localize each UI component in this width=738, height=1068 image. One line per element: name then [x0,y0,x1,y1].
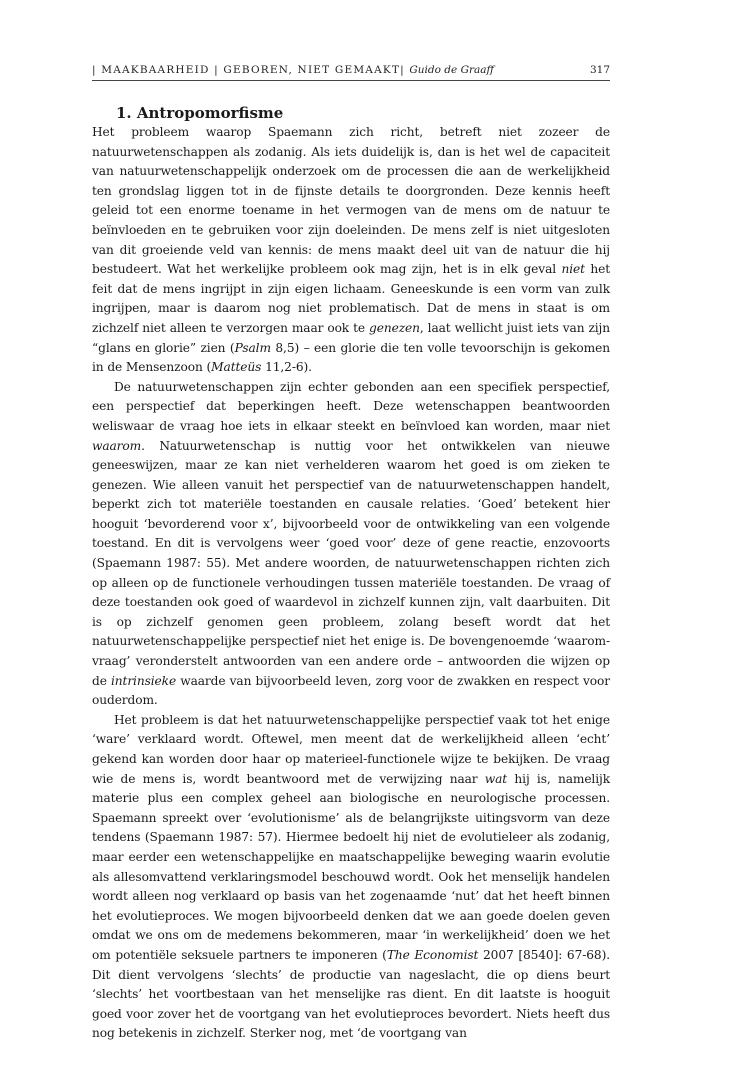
italic-run: The Economist [386,947,479,962]
text-run: 11,2-6). [261,360,312,375]
paragraph-3 [92,711,610,1044]
text-run: , laat wellicht juist iets van zijn “glans en glorie” zien ( [92,320,610,355]
text-run: 2007 [8540]: 67-68). Dit dient vervolgens ‘slechts’ de productie van nageslacht, die op diens beurt ‘slechts’ het voortbestaan van het menselijke ras dient. En dit laatste is hooguit goed voor zover het de voortgang van het evolutieproces bevordert. Niets heeft dus nog betekenis in zichzelf. Sterker nog, met ‘de voortgang van [92,947,610,1041]
italic-run: intrinsieke [110,673,177,688]
section-heading: 1. Antropomorfisme [116,104,284,122]
header-author: Guido de Graaff [409,64,494,76]
italic-run: Psalm [234,340,271,355]
italic-run: Matteüs [211,360,262,375]
page-number: 317 [589,64,610,76]
body-text [92,123,610,1044]
italic-run: niet [561,262,585,277]
italic-run: wat [484,771,508,786]
text-run: De natuurwetenschappen zijn echter gebonden aan een specifiek perspectief, een perspectief dat beperkingen heeft. Deze wetenschappen beantwoorden weliswaar de vraag hoe iets in elkaar steekt en beïnvloed kan worden, maar niet [92,379,610,433]
running-header [92,64,610,81]
italic-run: waarom [92,438,142,453]
header-section-path: | MAAKBAARHEID | GEBOREN, NIET GEMAAKT| [92,64,405,76]
text-run: waarde van bijvoorbeeld leven, zorg voor de zwakken en respect voor ouderdom. [92,673,610,708]
text-run: Het probleem is dat het natuurwetenschappelijke perspectief vaak tot het enige ‘ware’ verklaard wordt. Oftewel, men meent dat de werkelijkheid alleen ‘echt’ gekend kan worden door haar op materieel-functionele wijze te bekijken. De vraag wie de mens is, wordt beantwoord met de verwijzing naar [92,712,610,786]
text-run: het feit dat de mens ingrijpt in zijn eigen lichaam. Geneeskunde is een vorm van zulk ingrijpen, maar is daarom nog niet problematisch. Dat de mens in staat is om zichzelf niet alleen te verzorgen maar ook te [92,262,611,335]
italic-run: genezen [369,320,420,335]
header-title [92,64,494,76]
text-run: 8,5) – een glorie die ten volle tevoorschijn is gekomen in de Mensenzoon ( [92,340,610,375]
paragraph-1 [92,123,610,378]
text-run: . Natuurwetenschap is nuttig voor het ontwikkelen van nieuwe geneeswijzen, maar ze kan niet verhelderen waarom het goed is om zieken te genezen. Wie alleen vanuit het perspectief van de natuurwetenschappen handelt, beperkt zich tot materiële toestanden en causale relaties. ‘Goed’ betekent hier hooguit ‘bevorderend voor x’, bijvoorbeeld voor de ontwikkeling van een volgende toestand. En dit is vervolgens weer ‘goed voor’ deze of gene reactie, enzovoorts (Spaemann 1987: 55). Met andere woorden, de natuurwetenschappen richten zich op alleen op de functionele verhoudingen tussen materiële toestanden. De vraag of deze toestanden ook goed of waardevol in zichzelf kunnen zijn, valt daarbuiten. Dit is op zichzelf genomen geen probleem, zolang beseft wordt dat het natuurwetenschappelijke perspectief niet het enige is. De bovengenoemde ‘waarom-vraag’ veronderstelt antwoorden van een andere orde – antwoorden die wijzen op de [92,438,610,688]
text-run: Het probleem waarop Spaemann zich richt, betreft niet zozeer de natuurwetenschappen als zodanig. Als iets duidelijk is, dan is het wel de capaciteit van natuurwetenschappelijk onderzoek om de processen die aan de werkelijkheid ten grondslag liggen tot in de fijnste details te doorgronden. Deze kennis heeft geleid tot een enorme toename in het vermogen van de mens om de natuur te beïnvloeden en te gebruiken voor zijn doeleinden. De mens zelf is niet uitgesloten van dit groeiende veld van kennis: de mens maakt deel uit van de natuur die hij bestudeert. Wat het werkelijke probleem ook mag zijn, het is in elk geval [92,125,610,277]
text-run: hij is, namelijk materie plus een complex geheel aan biologische en neurologische processen. Spaemann spreekt over ‘evolutionisme’ als de belangrijkste uitingsvorm van deze tendens (Spaemann 1987: 57). Hiermee bedoelt hij niet de evolutieleer als zodanig, maar eerder een wetenschappelijke en maatschappelijke beweging waarin evolutie als allesomvattend verklaringsmodel beschouwd wordt. Ook het menselijk handelen wordt alleen nog verklaard op basis van het zogenaamde ‘nut’ dat het heeft binnen het evolutieproces. We mogen bijvoorbeeld denken dat we aan goede doelen geven omdat we ons om de medemens bekommeren, maar ‘in werkelijkheid’ doen we het om potentiële seksuele partners te imponeren ( [92,771,610,962]
paragraph-2 [92,378,610,711]
